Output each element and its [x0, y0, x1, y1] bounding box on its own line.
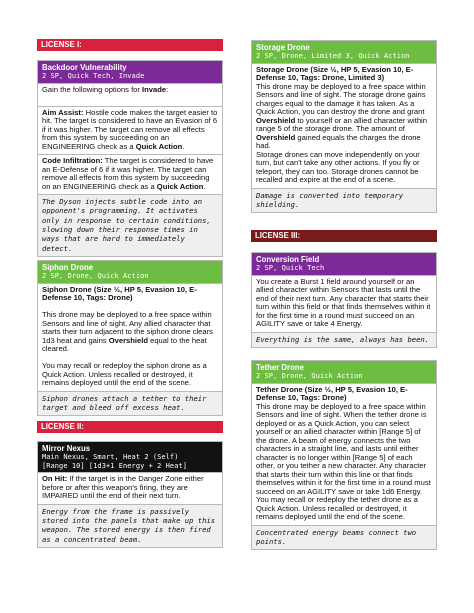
mirror-tags-1: Main Nexus, Smart, Heat 2 (Self) — [42, 453, 179, 461]
storage-title: Storage Drone — [256, 43, 310, 52]
tether-p2: You may recall or redeploy the tether drone as a Quick Action. Unless recalled or destroyed, it remains deployed until the end of the scene. — [256, 495, 418, 522]
siphon-stat-header: Siphon Drone (Size ½, HP 5, Evasion 10, E-Defense 10, Tags: Drone) — [42, 284, 197, 303]
code-infiltration-label: Code Infiltration: — [42, 156, 103, 166]
tether-p1: This drone may be deployed to a free space within Sensors and line of sight. When the tether drone is deployed or as a Quick Action, you can select yourself or an allied character within [Range 5] of the drone. A beam of energy connects the two characters in a straight line, and lasts until either character is no longer within [Range 5] of each other, or you tether a new character. Any character that starts their turn within this line or that finds themselves within it for the first time in a round must succeed on an AGILITY save or take 1d6 Energy. — [256, 401, 431, 496]
mirror-header — [38, 442, 222, 472]
backdoor-vulnerability-card — [37, 60, 223, 257]
storage-header — [252, 41, 436, 63]
siphon-header — [38, 261, 222, 283]
storage-flavor: Damage is converted into temporary shielding. — [252, 188, 436, 213]
tether-body — [252, 383, 436, 525]
intro-text: Gain the following options for — [42, 84, 143, 94]
siphon-body — [38, 283, 222, 391]
license-2-header: LICENSE II: — [37, 421, 223, 433]
tether-title: Tether Drone — [256, 363, 304, 372]
backdoor-intro — [38, 83, 222, 106]
aim-assist-label: Aim Assist: — [42, 107, 84, 117]
license-3-header: LICENSE III: — [251, 230, 437, 242]
intro-colon: : — [166, 84, 169, 94]
storage-p2: Storage drones can move independently on your turn, but can't take any other actions. If you fly or teleport, they can too. Storage drones cannot be recalled and expire at the end of a scene. — [256, 149, 420, 185]
conversion-field-card — [251, 252, 437, 348]
storage-p1-end: gained equals the charges the drone had. — [256, 132, 421, 151]
code-infiltration-option — [38, 154, 222, 194]
storage-overshield-1: Overshield — [256, 115, 296, 125]
storage-overshield-2: Overshield — [256, 132, 296, 142]
backdoor-flavor: The Dyson injects subtle code into an opponent's programming. It activates only in response to certain conditions, slowing down their response times in ways that are hard to immediately detect. — [38, 194, 222, 256]
storage-p1-mid: to yourself or an allied character within range 5 of the storage drone. The amount of — [256, 115, 427, 134]
conversion-title: Conversion Field — [256, 255, 320, 264]
tether-drone-card — [251, 360, 437, 550]
backdoor-header — [38, 61, 222, 83]
tether-header — [252, 361, 436, 383]
siphon-p1-end: equal to the heat cleared. — [42, 335, 207, 354]
aim-assist-action: Quick Action — [135, 141, 183, 151]
on-hit-text: If the target is in the Danger Zone either before or after this weapon's firing, they are IMPAIRED until the end of their next turn. — [42, 474, 204, 501]
mirror-tags-2: [Range 10] [1d3+1 Energy + 2 Heat] — [42, 461, 187, 470]
conversion-body: You create a Burst 1 field around yourself or an allied character within Sensors that lasts until the end of their next turn. Any character that starts their turn within this field or that finds themselves within it for the first time in a round must succeed on an AGILITY save or take 4 Energy. — [252, 275, 436, 332]
license-1-header: LICENSE I: — [37, 39, 223, 51]
storage-body — [252, 63, 436, 188]
mirror-title: Mirror Nexus — [42, 444, 91, 453]
siphon-p2: You may recall or redeploy the siphon drone as a Quick Action. Unless recalled or destroyed, it remains deployed until the end of the scene. — [42, 361, 207, 388]
aim-assist-option — [38, 106, 222, 155]
storage-p1: This drone may be deployed to a free space within Sensors and line of sight. The storage drone gains charges equal to the damage it has taken. As a Quick Action, you can destroy the drone and grant — [256, 81, 426, 117]
siphon-tags: 2 SP, Drone, Quick Action — [42, 272, 149, 280]
conversion-tags: 2 SP, Quick Tech — [256, 264, 325, 272]
tether-tags: 2 SP, Drone, Quick Action — [256, 372, 363, 380]
tether-flavor: Concentrated energy beams connect two points. — [252, 525, 436, 550]
on-hit-label: On Hit: — [42, 474, 68, 484]
storage-stat-header: Storage Drone (Size ½, HP 5, Evasion 10, E-Defense 10, Tags: Drone, Limited 3) — [256, 64, 414, 83]
conversion-header — [252, 253, 436, 275]
code-infiltration-action: Quick Action — [156, 181, 204, 191]
siphon-p1: This drone may be deployed to a free space within Sensors and line of sight. Any allied character that starts their turn adjacent to the siphon drone clears 1d3 heat and gains — [42, 310, 213, 345]
aim-assist-text: Hostile code makes the target easier to hit. The target is considered to have an Evasion of 6 if it was higher. The target can remove all effects from this system by succeeding on an ENGINEERING check as a — [42, 107, 218, 151]
conversion-flavor: Everything is the same, always has been. — [252, 332, 436, 347]
backdoor-tags: 2 SP, Quick Tech, Invade — [42, 72, 145, 80]
siphon-title: Siphon Drone — [42, 263, 94, 272]
mirror-nexus-card — [37, 441, 223, 548]
code-infiltration-text: The target is considered to have an E-Defense of 6 if it was higher. The target can remove all effects from this system by succeeding on an ENGINEERING check as a — [42, 156, 214, 191]
backdoor-title: Backdoor Vulnerability — [42, 63, 127, 72]
storage-tags: 2 SP, Drone, Limited 3, Quick Action — [256, 52, 410, 60]
mirror-flavor: Energy from the frame is passively stored into the panels that make up this weapon. The stored energy is then fired as a concentrated beam. — [38, 504, 222, 547]
code-infiltration-end: . — [203, 181, 206, 191]
mirror-on-hit — [38, 472, 222, 504]
intro-bold: Invade — [142, 84, 167, 94]
siphon-overshield: Overshield — [108, 335, 148, 345]
storage-drone-card — [251, 40, 437, 213]
siphon-drone-card — [37, 260, 223, 416]
aim-assist-end: . — [182, 141, 185, 151]
tether-stat-header: Tether Drone (Size ½, HP 5, Evasion 10, E-Defense 10, Tags: Drone) — [256, 384, 408, 403]
siphon-flavor: Siphon drones attach a tether to their target and bleed off excess heat. — [38, 391, 222, 416]
